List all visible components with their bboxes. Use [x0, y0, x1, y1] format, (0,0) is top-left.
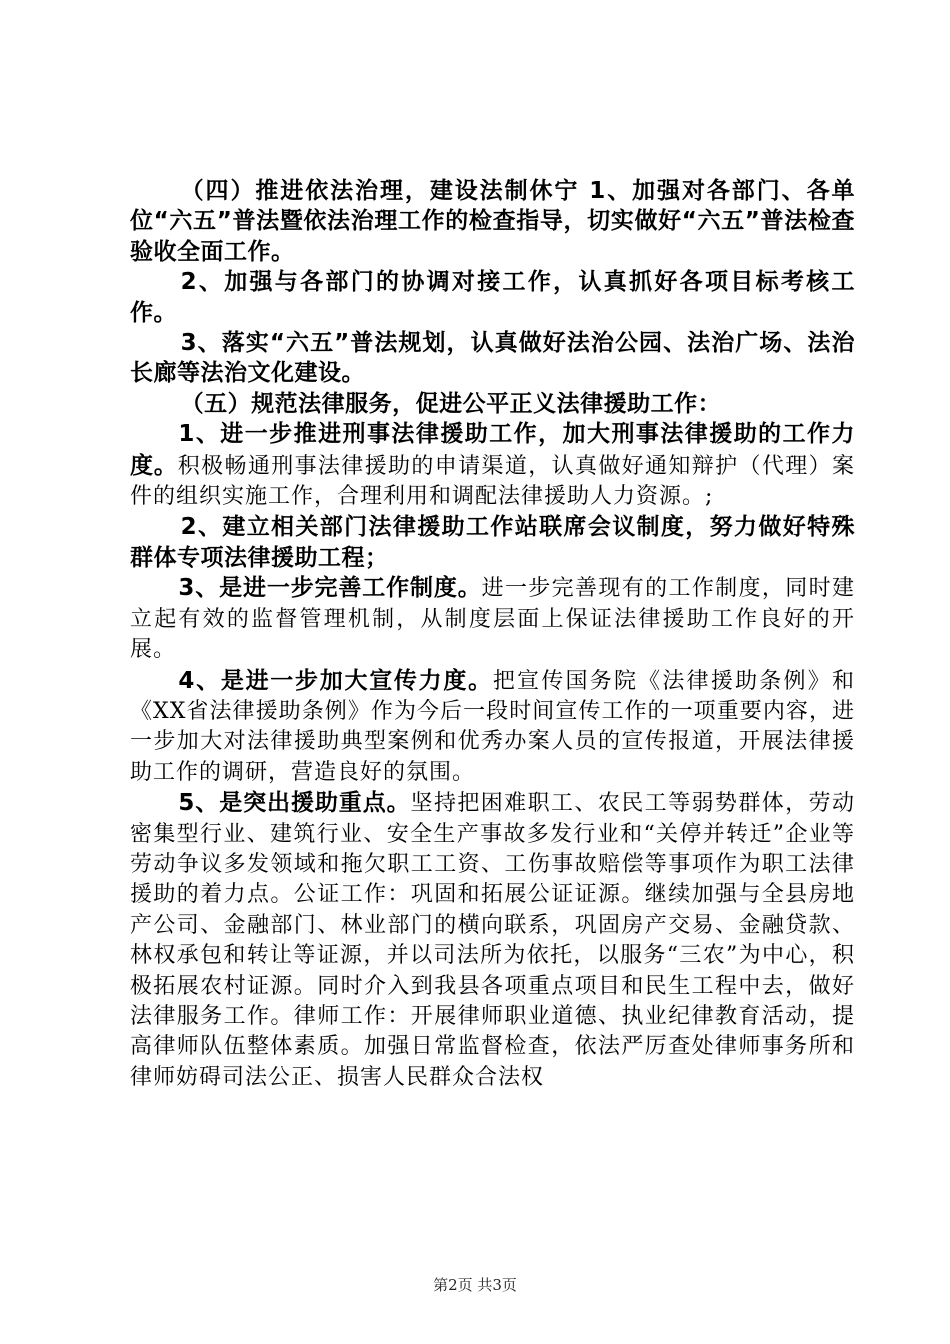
paragraph-lead: 3、是进一步完善工作制度。 [178, 575, 482, 602]
paragraph-text: （四）推进依法治理，建设法制休宁 1、加强对各部门、各单位“六五”普法暨依法治理工作的检查指导，切实做好“六五”普法检查验收全面工作。 [130, 178, 855, 265]
paragraph-lead: 1、进一步推进刑事法律援助工作，加大刑事法律援助的工作力度。 [130, 421, 855, 479]
document-body [130, 176, 855, 1093]
paragraph-legal-aid-5 [130, 788, 855, 1093]
paragraph-item-2 [130, 267, 855, 328]
paragraph-legal-aid-3 [130, 573, 855, 665]
paragraph-legal-aid-2 [130, 512, 855, 573]
paragraph-text: 积极畅通刑事法律援助的申请渠道，认真做好通知辩护（代理）案件的组织实施工作，合理利用和调配法律援助人力资源。; [130, 453, 855, 510]
paragraph-lead: 4、是进一步加大宣传力度。 [178, 667, 493, 694]
page-number: 第2页 共3页 [433, 1276, 517, 1294]
paragraph-text: 2、建立相关部门法律援助工作站联席会议制度，努力做好特殊群体专项法律援助工程； [130, 514, 855, 571]
paragraph-section-four [130, 176, 855, 267]
paragraph-lead: 5、是突出援助重点。 [178, 790, 411, 817]
paragraph-text: 坚持把困难职工、农民工等弱势群体，劳动密集型行业、建筑行业、安全生产事故多发行业和“关停并转迁”企业等劳动争议多发领域和拖欠职工工资、工伤事故赔偿等事项作为职工法律援助的着力点。公证工作：巩固和拓展公证证源。继续加强与全县房地产公司、金融部门、林业部门的横向联系，巩固房产交易、金融贷款、林权承包和转让等证源，并以司法所为依托，以服务“三农”为中心，积极拓展农村证源。同时介入到我县各项重点项目和民生工程中去，做好法律服务工作。律师工作：开展律师职业道德、执业纪律教育活动，提高律师队伍整体素质。加强日常监督检查，依法严厉查处律师事务所和律师妨碍司法公正、损害人民群众合法权 [130, 791, 855, 1090]
paragraph-text: 3、落实“六五”普法规划，认真做好法治公园、法治广场、法治长廊等法治文化建设。 [130, 330, 855, 387]
paragraph-text: 2、加强与各部门的协调对接工作，认真抓好各项目标考核工作。 [130, 269, 855, 326]
paragraph-section-five [130, 389, 855, 419]
paragraph-text: 进一步完善现有的工作制度，同时建立起有效的监督管理机制，从制度层面上保证法律援助工作良好的开展。 [130, 576, 855, 663]
paragraph-text: （五）规范法律服务，促进公平正义法律援助工作： [180, 390, 722, 417]
paragraph-legal-aid-4 [130, 666, 855, 789]
paragraph-legal-aid-1 [130, 419, 855, 512]
paragraph-item-3 [130, 328, 855, 389]
paragraph-text: 把宣传国务院《法律援助条例》和《XX省法律援助条例》作为今后一段时间宣传工作的一项重要内容，进一步加大对法律援助典型案例和优秀办案人员的宣传报道，开展法律援助工作的调研，营造良好的氛围。 [130, 668, 855, 785]
page-footer [0, 1274, 950, 1295]
